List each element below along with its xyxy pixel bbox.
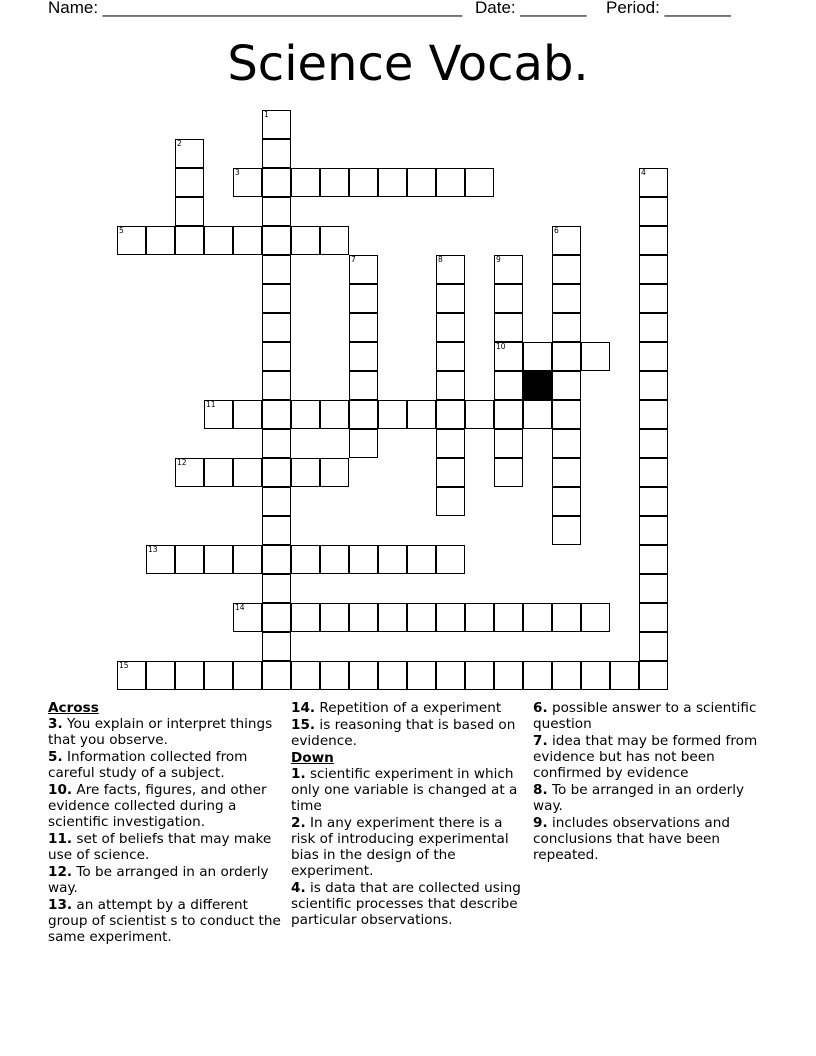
grid-cell[interactable] xyxy=(552,342,581,371)
grid-cell[interactable] xyxy=(175,168,204,197)
grid-cell[interactable] xyxy=(407,400,436,429)
down-heading: Down xyxy=(291,750,334,766)
grid-cell[interactable] xyxy=(320,400,349,429)
grid-cell[interactable] xyxy=(494,313,523,342)
clue-number-label: 2. xyxy=(291,815,306,831)
grid-cell[interactable] xyxy=(639,429,668,458)
clue-text: Are facts, figures, and other evidence collected during a scientific investigation. xyxy=(48,782,267,830)
clue-number: 15 xyxy=(119,661,129,670)
grid-cell[interactable] xyxy=(581,603,610,632)
grid-cell[interactable] xyxy=(233,661,262,690)
grid-cell[interactable] xyxy=(262,342,291,371)
grid-cell[interactable] xyxy=(465,661,494,690)
clue-item xyxy=(48,782,284,830)
grid-cell[interactable] xyxy=(523,603,552,632)
clue-number-label: 9. xyxy=(533,815,548,831)
grid-cell[interactable] xyxy=(436,487,465,516)
grid-cell[interactable] xyxy=(465,400,494,429)
grid-cell[interactable] xyxy=(407,168,436,197)
clue-number: 6 xyxy=(554,226,559,235)
grid-cell[interactable] xyxy=(291,226,320,255)
grid-cell[interactable] xyxy=(175,661,204,690)
clue-number: 2 xyxy=(177,139,182,148)
grid-cell[interactable] xyxy=(639,487,668,516)
clue-text: Repetition of a experiment xyxy=(315,700,502,716)
clue-item xyxy=(48,831,284,863)
clue-number: 1 xyxy=(264,110,269,119)
grid-cell[interactable] xyxy=(639,516,668,545)
grid-cell[interactable] xyxy=(494,371,523,400)
grid-cell[interactable] xyxy=(175,226,204,255)
grid-cell[interactable] xyxy=(639,313,668,342)
grid-cell[interactable] xyxy=(494,284,523,313)
clue-column-2 xyxy=(291,700,527,929)
grid-cell[interactable] xyxy=(262,110,291,139)
clue-number: 8 xyxy=(438,255,443,264)
clue-number-label: 8. xyxy=(533,782,548,798)
grid-cell[interactable] xyxy=(552,400,581,429)
clue-column-1 xyxy=(48,700,284,946)
grid-cell[interactable] xyxy=(436,661,465,690)
grid-cell[interactable] xyxy=(320,226,349,255)
grid-cell[interactable] xyxy=(639,661,668,690)
grid-cell[interactable] xyxy=(262,168,291,197)
grid-cell[interactable] xyxy=(552,284,581,313)
grid-cell[interactable] xyxy=(291,168,320,197)
date-field[interactable]: Date: _______ xyxy=(475,0,587,17)
grid-cell[interactable] xyxy=(320,603,349,632)
grid-cell[interactable] xyxy=(204,400,233,429)
grid-cell[interactable] xyxy=(349,661,378,690)
grid-cell[interactable] xyxy=(262,516,291,545)
grid-cell[interactable] xyxy=(639,168,668,197)
grid-cell[interactable] xyxy=(262,255,291,284)
grid-cell[interactable] xyxy=(349,400,378,429)
clue-number-label: 1. xyxy=(291,766,306,782)
clue-number-label: 4. xyxy=(291,880,306,896)
grid-cell[interactable] xyxy=(639,197,668,226)
grid-cell[interactable] xyxy=(436,342,465,371)
grid-cell[interactable] xyxy=(233,458,262,487)
grid-cell[interactable] xyxy=(262,487,291,516)
grid-cell[interactable] xyxy=(262,226,291,255)
grid-cell[interactable] xyxy=(465,603,494,632)
clue-text: set of beliefs that may make use of science. xyxy=(48,831,272,863)
grid-cell[interactable] xyxy=(291,603,320,632)
grid-cell[interactable] xyxy=(378,400,407,429)
grid-cell[interactable] xyxy=(262,458,291,487)
clue-number-label: 3. xyxy=(48,716,63,732)
clue-item xyxy=(48,716,284,748)
clue-item xyxy=(533,700,773,732)
grid-cell[interactable] xyxy=(407,603,436,632)
clue-number: 4 xyxy=(641,168,646,177)
grid-cell[interactable] xyxy=(175,139,204,168)
clue-number-label: 12. xyxy=(48,864,73,880)
clue-item xyxy=(291,815,527,879)
clue-number: 13 xyxy=(148,545,158,554)
black-cell xyxy=(523,371,552,400)
clue-text: Information collected from careful study of a subject. xyxy=(48,749,248,781)
grid-cell[interactable] xyxy=(320,545,349,574)
clue-number-label: 11. xyxy=(48,831,73,847)
period-field[interactable]: Period: _______ xyxy=(606,0,731,17)
grid-cell[interactable] xyxy=(262,313,291,342)
grid-cell[interactable] xyxy=(552,661,581,690)
grid-cell[interactable] xyxy=(639,342,668,371)
grid-cell[interactable] xyxy=(378,603,407,632)
grid-cell[interactable] xyxy=(639,371,668,400)
grid-cell[interactable] xyxy=(436,371,465,400)
grid-cell[interactable] xyxy=(639,400,668,429)
grid-cell[interactable] xyxy=(349,371,378,400)
grid-cell[interactable] xyxy=(639,632,668,661)
grid-cell[interactable] xyxy=(291,458,320,487)
clue-text: To be arranged in an orderly way. xyxy=(48,864,269,896)
grid-cell[interactable] xyxy=(378,661,407,690)
grid-cell[interactable] xyxy=(349,284,378,313)
grid-cell[interactable] xyxy=(552,603,581,632)
grid-cell[interactable] xyxy=(262,661,291,690)
grid-cell[interactable] xyxy=(204,545,233,574)
clue-number: 5 xyxy=(119,226,124,235)
grid-cell[interactable] xyxy=(523,661,552,690)
clue-number: 12 xyxy=(177,458,187,467)
grid-cell[interactable] xyxy=(349,429,378,458)
grid-cell[interactable] xyxy=(610,661,639,690)
grid-cell[interactable] xyxy=(436,603,465,632)
grid-cell[interactable] xyxy=(552,313,581,342)
grid-cell[interactable] xyxy=(494,603,523,632)
clue-text: an attempt by a different group of scientist s to conduct the same experiment. xyxy=(48,897,281,945)
grid-cell[interactable] xyxy=(233,545,262,574)
grid-cell[interactable] xyxy=(436,400,465,429)
grid-cell[interactable] xyxy=(320,458,349,487)
grid-cell[interactable] xyxy=(262,603,291,632)
grid-cell[interactable] xyxy=(639,226,668,255)
grid-cell[interactable] xyxy=(262,197,291,226)
grid-cell[interactable] xyxy=(146,226,175,255)
clue-item xyxy=(533,815,773,863)
grid-cell[interactable] xyxy=(436,284,465,313)
grid-cell[interactable] xyxy=(639,574,668,603)
clue-number-label: 15. xyxy=(291,717,316,733)
grid-cell[interactable] xyxy=(639,458,668,487)
clue-item xyxy=(533,733,773,781)
grid-cell[interactable] xyxy=(146,661,175,690)
clue-number-label: 14. xyxy=(291,700,316,716)
grid-cell[interactable] xyxy=(291,400,320,429)
grid-cell[interactable] xyxy=(146,545,175,574)
grid-cell[interactable] xyxy=(639,603,668,632)
clue-text: To be arranged in an orderly way. xyxy=(533,782,745,814)
clue-text: In any experiment there is a risk of introducing experimental bias in the design of the experiment. xyxy=(291,815,509,879)
clue-number: 3 xyxy=(235,168,240,177)
grid-cell[interactable] xyxy=(204,226,233,255)
clue-number: 10 xyxy=(496,342,506,351)
grid-cell[interactable] xyxy=(581,661,610,690)
grid-cell[interactable] xyxy=(552,429,581,458)
grid-cell[interactable] xyxy=(233,168,262,197)
grid-cell[interactable] xyxy=(552,371,581,400)
across-heading: Across xyxy=(48,700,99,716)
grid-cell[interactable] xyxy=(639,255,668,284)
clue-text: idea that may be formed from evidence but has not been confirmed by evidence xyxy=(533,733,758,781)
grid-cell[interactable] xyxy=(639,284,668,313)
grid-cell[interactable] xyxy=(494,458,523,487)
clue-number: 14 xyxy=(235,603,245,612)
clue-item xyxy=(48,897,284,945)
grid-cell[interactable] xyxy=(436,168,465,197)
grid-cell[interactable] xyxy=(320,661,349,690)
grid-cell[interactable] xyxy=(378,545,407,574)
grid-cell[interactable] xyxy=(552,226,581,255)
clue-number: 7 xyxy=(351,255,356,264)
grid-cell[interactable] xyxy=(262,545,291,574)
clue-number-label: 10. xyxy=(48,782,73,798)
grid-cell[interactable] xyxy=(233,226,262,255)
grid-cell[interactable] xyxy=(378,168,407,197)
grid-cell[interactable] xyxy=(349,168,378,197)
grid-cell[interactable] xyxy=(204,458,233,487)
grid-cell[interactable] xyxy=(407,661,436,690)
grid-cell[interactable] xyxy=(494,429,523,458)
grid-cell[interactable] xyxy=(639,545,668,574)
clue-number-label: 13. xyxy=(48,897,73,913)
name-field[interactable]: Name: ______________________________________ xyxy=(48,0,463,17)
grid-cell[interactable] xyxy=(262,574,291,603)
grid-cell[interactable] xyxy=(436,255,465,284)
clue-item xyxy=(291,700,527,716)
grid-cell[interactable] xyxy=(436,458,465,487)
grid-cell[interactable] xyxy=(523,400,552,429)
grid-cell[interactable] xyxy=(494,255,523,284)
clue-text: You explain or interpret things that you observe. xyxy=(48,716,273,748)
grid-cell[interactable] xyxy=(349,342,378,371)
grid-cell[interactable] xyxy=(349,255,378,284)
clue-item xyxy=(48,864,284,896)
grid-cell[interactable] xyxy=(465,168,494,197)
clue-item xyxy=(48,749,284,781)
grid-cell[interactable] xyxy=(233,603,262,632)
grid-cell[interactable] xyxy=(436,429,465,458)
grid-cell[interactable] xyxy=(262,429,291,458)
grid-cell[interactable] xyxy=(320,168,349,197)
grid-cell[interactable] xyxy=(262,371,291,400)
clue-column-3 xyxy=(533,700,773,864)
grid-cell[interactable] xyxy=(262,139,291,168)
clue-text: scientific experiment in which only one variable is changed at a time xyxy=(291,766,518,814)
clue-number-label: 5. xyxy=(48,749,63,765)
grid-cell[interactable] xyxy=(175,197,204,226)
grid-cell[interactable] xyxy=(117,226,146,255)
grid-cell[interactable] xyxy=(349,603,378,632)
grid-cell[interactable] xyxy=(436,545,465,574)
clue-text: includes observations and conclusions that have been repeated. xyxy=(533,815,730,863)
grid-cell[interactable] xyxy=(494,342,523,371)
grid-cell[interactable] xyxy=(494,661,523,690)
grid-cell[interactable] xyxy=(262,400,291,429)
grid-cell[interactable] xyxy=(494,400,523,429)
grid-cell[interactable] xyxy=(349,545,378,574)
grid-cell[interactable] xyxy=(291,661,320,690)
grid-cell[interactable] xyxy=(552,487,581,516)
grid-cell[interactable] xyxy=(262,284,291,313)
grid-cell[interactable] xyxy=(117,661,146,690)
grid-cell[interactable] xyxy=(552,458,581,487)
grid-cell[interactable] xyxy=(407,545,436,574)
grid-cell[interactable] xyxy=(175,458,204,487)
clue-number: 9 xyxy=(496,255,501,264)
clue-item xyxy=(291,880,527,928)
clue-number-label: 6. xyxy=(533,700,548,716)
grid-cell[interactable] xyxy=(233,400,262,429)
clue-text: is data that are collected using scientific processes that describe particular observations. xyxy=(291,880,521,928)
grid-cell[interactable] xyxy=(581,342,610,371)
grid-cell[interactable] xyxy=(175,545,204,574)
grid-cell[interactable] xyxy=(436,313,465,342)
clue-number-label: 7. xyxy=(533,733,548,749)
clue-text: is reasoning that is based on evidence. xyxy=(291,717,516,749)
grid-cell[interactable] xyxy=(552,255,581,284)
grid-cell[interactable] xyxy=(552,516,581,545)
grid-cell[interactable] xyxy=(349,313,378,342)
grid-cell[interactable] xyxy=(291,545,320,574)
grid-cell[interactable] xyxy=(262,632,291,661)
clue-item xyxy=(291,717,527,749)
clue-item xyxy=(533,782,773,814)
clue-number: 11 xyxy=(206,400,216,409)
grid-cell[interactable] xyxy=(204,661,233,690)
page-title: Science Vocab. xyxy=(227,36,589,92)
clue-item xyxy=(291,766,527,814)
grid-cell[interactable] xyxy=(523,342,552,371)
clue-text: possible answer to a scientific question xyxy=(533,700,757,732)
